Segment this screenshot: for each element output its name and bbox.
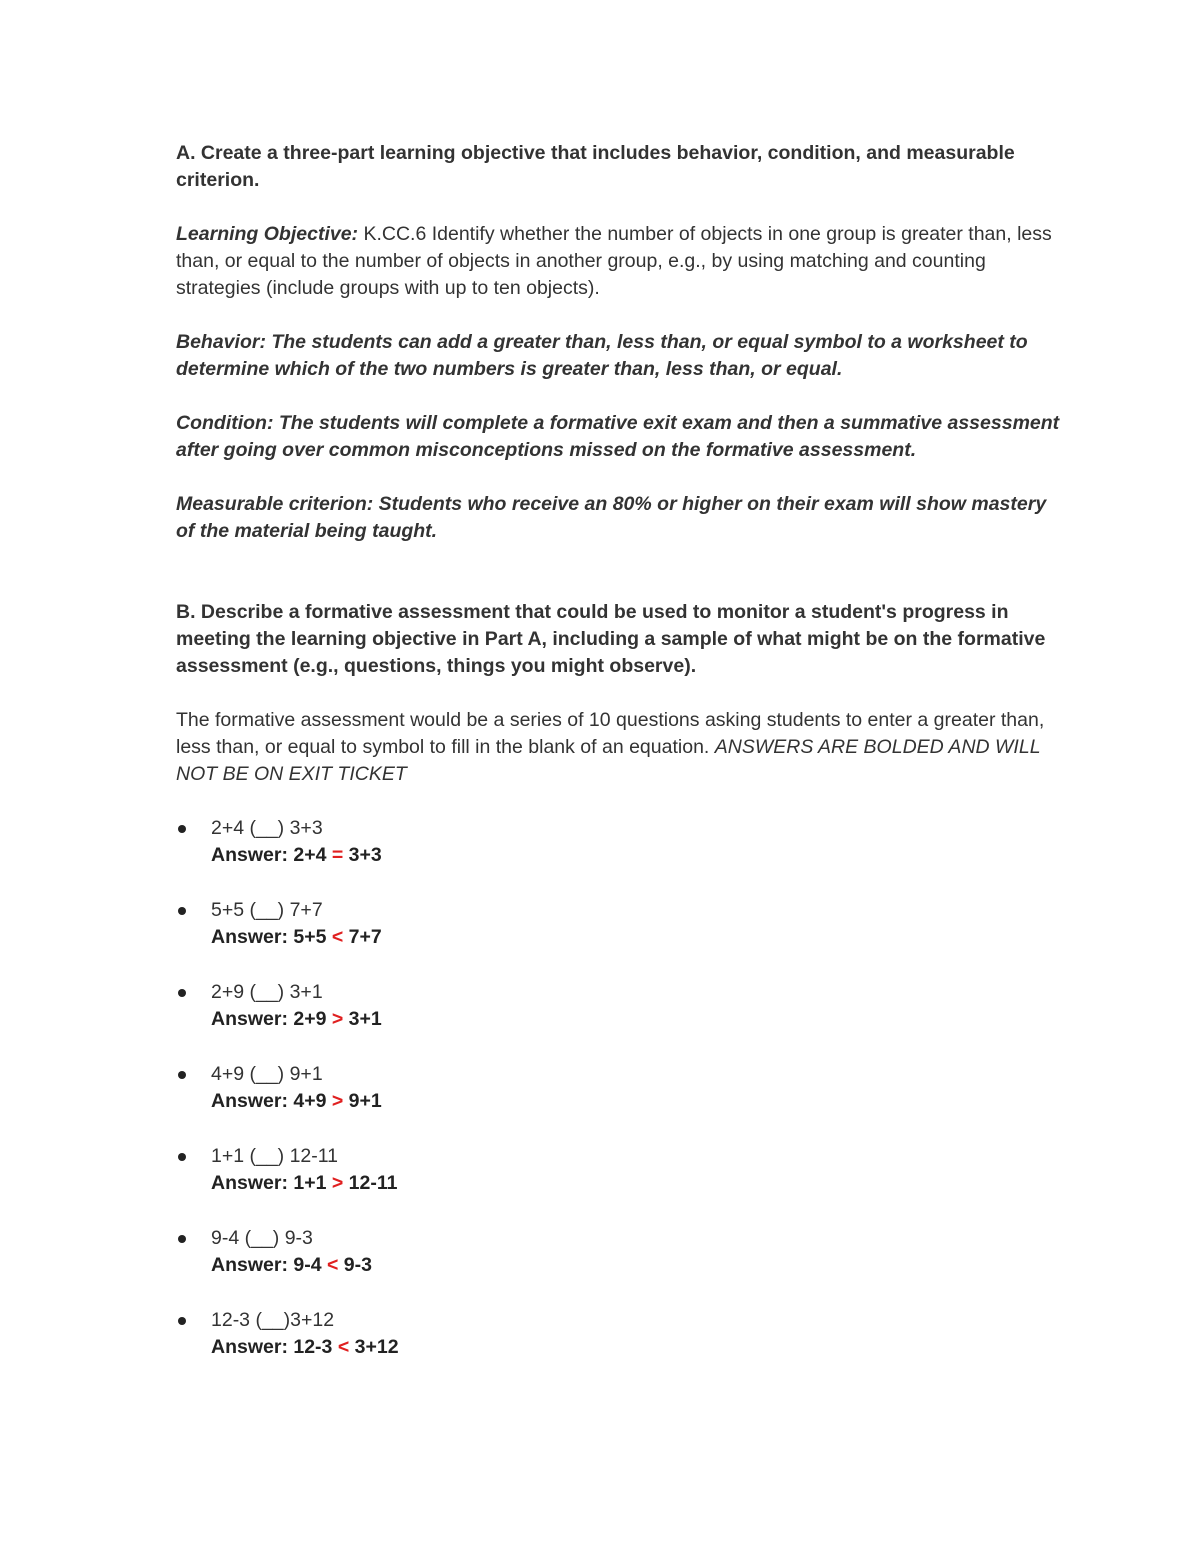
list-item	[176, 1307, 1066, 1361]
list-item	[176, 979, 1066, 1033]
answer-suffix: 3+3	[343, 844, 382, 866]
learning-objective-text: K.CC.6 Identify whether the number of objects in one group is greater than, less than, or equal to the number of objects in another group, e.g., by using matching and counting strategies (include groups with up to ten objects).	[176, 223, 1052, 299]
bullet-icon	[178, 1235, 186, 1243]
behavior-statement: Behavior: The students can add a greater than, less than, or equal symbol to a worksheet to determine which of the two numbers is greater than, less than, or equal.	[176, 331, 1028, 380]
bullet-icon	[178, 825, 186, 833]
bullet-icon	[178, 989, 186, 997]
answer-symbol: <	[326, 1254, 339, 1276]
answer-symbol: =	[331, 844, 344, 866]
part-a-question-text: Create a three-part learning objective that includes behavior, condition, and measurable criterion.	[176, 142, 1015, 191]
answer-prefix: Answer: 4+9	[211, 1090, 332, 1112]
bullet-icon	[178, 1317, 186, 1325]
description-text: The formative assessment would be a series of 10 questions asking students to enter a greater than, less than, or equal to symbol to fill in the blank of an equation.	[176, 709, 1045, 758]
question-text: 5+5 (__) 7+7	[211, 899, 323, 921]
part-a-question	[176, 140, 1066, 194]
formative-assessment-description	[176, 707, 1066, 788]
learning-objective-label: Learning Objective:	[176, 223, 359, 245]
answer-suffix: 3+1	[343, 1008, 382, 1030]
learning-objective	[176, 221, 1066, 302]
bullet-icon	[178, 907, 186, 915]
part-b-letter: B.	[176, 601, 196, 623]
document-page	[176, 140, 1066, 1389]
question-text: 4+9 (__) 9+1	[211, 1063, 323, 1085]
answer-prefix: Answer: 2+9	[211, 1008, 332, 1030]
answer-prefix: Answer: 1+1	[211, 1172, 332, 1194]
question-text: 12-3 (__)3+12	[211, 1309, 335, 1331]
answer-symbol: >	[331, 1172, 344, 1194]
answers-note: ANSWERS ARE BOLDED AND WILL NOT BE ON EXIT TICKET	[176, 736, 1041, 785]
list-item	[176, 1143, 1066, 1197]
answer-suffix: 9+1	[343, 1090, 382, 1112]
question-list	[176, 815, 1066, 1361]
part-b-question	[176, 599, 1066, 680]
list-item	[176, 815, 1066, 869]
measurable-criterion-statement: Measurable criterion: Students who receive an 80% or higher on their exam will show mastery of the material being taught.	[176, 493, 1047, 542]
answer-text	[211, 1088, 1066, 1115]
bullet-icon	[178, 1153, 186, 1161]
answer-text	[211, 924, 1066, 951]
answer-suffix: 12-11	[343, 1172, 398, 1194]
answer-text	[211, 1334, 1066, 1361]
list-item	[176, 1061, 1066, 1115]
list-item	[176, 1225, 1066, 1279]
question-text: 1+1 (__) 12-11	[211, 1145, 339, 1167]
answer-symbol: <	[337, 1336, 350, 1358]
answer-prefix: Answer: 5+5	[211, 926, 332, 948]
answer-symbol: >	[331, 1090, 344, 1112]
answer-prefix: Answer: 9-4	[211, 1254, 327, 1276]
answer-text	[211, 1252, 1066, 1279]
answer-prefix: Answer: 12-3	[211, 1336, 338, 1358]
question-text: 2+9 (__) 3+1	[211, 981, 323, 1003]
answer-suffix: 3+12	[349, 1336, 399, 1358]
part-b-question-text: Describe a formative assessment that could be used to monitor a student's progress in meeting the learning objective in Part A, including a sample of what might be on the formative assessment (e.g., questions, things you might observe).	[176, 601, 1046, 677]
condition-statement: Condition: The students will complete a formative exit exam and then a summative assessment after going over common misconceptions missed on the formative assessment.	[176, 412, 1060, 461]
question-text: 9-4 (__) 9-3	[211, 1227, 313, 1249]
answer-text	[211, 1006, 1066, 1033]
answer-text	[211, 842, 1066, 869]
answer-symbol: <	[331, 926, 344, 948]
question-text: 2+4 (__) 3+3	[211, 817, 323, 839]
list-item	[176, 897, 1066, 951]
part-a-letter: A.	[176, 142, 196, 164]
bullet-icon	[178, 1071, 186, 1079]
answer-text	[211, 1170, 1066, 1197]
answer-prefix: Answer: 2+4	[211, 844, 332, 866]
answer-symbol: >	[331, 1008, 344, 1030]
answer-suffix: 9-3	[338, 1254, 372, 1276]
answer-suffix: 7+7	[343, 926, 382, 948]
